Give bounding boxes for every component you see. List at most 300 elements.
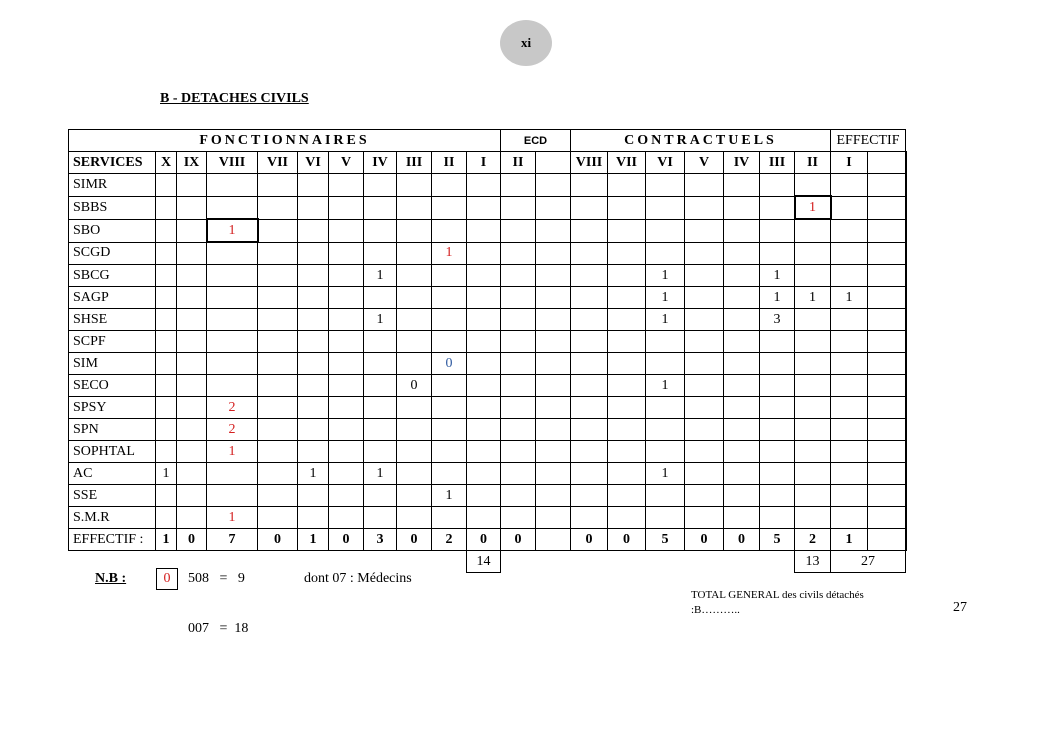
fonctionnaires-subtotal: 14 (467, 551, 501, 573)
table-cell (760, 242, 795, 265)
services-header: SERVICES (69, 152, 156, 174)
effectif-cell (868, 529, 906, 551)
table-cell (467, 265, 501, 287)
table-cell (467, 441, 501, 463)
table-cell (397, 507, 432, 529)
table-cell (364, 375, 397, 397)
table-cell (608, 419, 646, 441)
table-cell (571, 265, 608, 287)
table-cell (608, 397, 646, 419)
table-cell (298, 353, 329, 375)
table-cell (685, 397, 724, 419)
table-cell (831, 242, 868, 265)
table-cell (795, 419, 831, 441)
table-row (69, 397, 907, 419)
table-cell (329, 463, 364, 485)
total-general-label-line1: TOTAL GENERAL des civils détachés (691, 589, 864, 601)
table-cell (329, 397, 364, 419)
effectif-total-cell: 0 (571, 529, 608, 551)
table-cell (177, 287, 207, 309)
table-cell (467, 309, 501, 331)
table-cell (258, 507, 298, 529)
table-cell (608, 463, 646, 485)
table-cell (724, 331, 760, 353)
table-cell (685, 375, 724, 397)
table-cell (258, 242, 298, 265)
table-cell (258, 309, 298, 331)
table-cell (432, 419, 467, 441)
table-cell (432, 174, 467, 197)
effectif-total-cell: 3 (364, 529, 397, 551)
table-cell (724, 507, 760, 529)
table-cell (258, 353, 298, 375)
table-cell (795, 375, 831, 397)
table-cell (207, 174, 258, 197)
table-cell (156, 485, 177, 507)
table-cell (831, 463, 868, 485)
effectif-total-cell: 1 (156, 529, 177, 551)
table-cell (177, 375, 207, 397)
table-cell: 1 (760, 265, 795, 287)
effectif-cell (906, 441, 907, 463)
table-cell (831, 485, 868, 507)
table-cell (646, 485, 685, 507)
nb-line-007: 007 = 18 (188, 621, 249, 636)
ecd-spacer-cell (536, 419, 571, 441)
table-cell (646, 331, 685, 353)
table-cell (467, 287, 501, 309)
table-cell (760, 353, 795, 375)
table-cell (795, 485, 831, 507)
table-cell (501, 463, 536, 485)
table-cell (258, 196, 298, 219)
table-cell: 1 (646, 309, 685, 331)
grade-header: VI (298, 152, 329, 174)
table-cell (571, 309, 608, 331)
total-general-label-line2: :B……….. (691, 604, 740, 616)
effectif-total-cell: 0 (608, 529, 646, 551)
table-cell (432, 375, 467, 397)
table-cell (177, 397, 207, 419)
table-cell (432, 287, 467, 309)
table-cell (685, 331, 724, 353)
table-cell (795, 174, 831, 197)
table-cell: 1 (795, 196, 831, 219)
ecd-spacer-cell (536, 485, 571, 507)
ecd-spacer-cell (536, 353, 571, 375)
table-cell (432, 463, 467, 485)
subtotal-row (69, 551, 907, 573)
table-row (69, 242, 907, 265)
grade-header: IX (177, 152, 207, 174)
table-cell (329, 485, 364, 507)
table-cell (608, 309, 646, 331)
table-cell (571, 242, 608, 265)
effectif-total-cell: 0 (258, 529, 298, 551)
table-cell: 1 (432, 242, 467, 265)
grade-header: VIII (207, 152, 258, 174)
table-cell (207, 353, 258, 375)
ecd-spacer-cell (536, 463, 571, 485)
table-cell (501, 309, 536, 331)
table-row (69, 485, 907, 507)
table-cell (608, 507, 646, 529)
service-name: SAGP (69, 287, 156, 309)
grade-header: VII (258, 152, 298, 174)
table-cell (646, 397, 685, 419)
table-cell (724, 463, 760, 485)
effectif-total-cell: 5 (646, 529, 685, 551)
table-cell (156, 196, 177, 219)
table-cell (724, 265, 760, 287)
table-cell (364, 287, 397, 309)
ecd-spacer-cell (536, 287, 571, 309)
detaches-civils-table (68, 129, 907, 573)
effectif-cell (868, 287, 906, 309)
table-cell: 1 (646, 265, 685, 287)
table-cell (501, 441, 536, 463)
service-name: SPSY (69, 397, 156, 419)
table-cell (258, 397, 298, 419)
ecd-group-label: ECD (501, 130, 571, 152)
table-cell (467, 196, 501, 219)
table-cell (467, 174, 501, 197)
effectif-cell (868, 463, 906, 485)
ecd-spacer-cell (536, 265, 571, 287)
table-cell (298, 309, 329, 331)
table-cell (501, 353, 536, 375)
table-cell (364, 242, 397, 265)
table-cell (156, 507, 177, 529)
table-cell (571, 219, 608, 242)
table-cell (364, 485, 397, 507)
effectif-total-cell: 0 (177, 529, 207, 551)
effectif-cell (868, 309, 906, 331)
grade-header: VIII (571, 152, 608, 174)
table-cell (608, 331, 646, 353)
table-cell (397, 219, 432, 242)
table-cell (795, 507, 831, 529)
table-cell (177, 242, 207, 265)
service-name: SSE (69, 485, 156, 507)
table-cell: 1 (364, 463, 397, 485)
table-cell (364, 353, 397, 375)
ecd-spacer-cell (536, 174, 571, 197)
grade-header: I (831, 152, 868, 174)
table-cell (608, 485, 646, 507)
grade-header: X (156, 152, 177, 174)
table-cell (298, 485, 329, 507)
table-cell (760, 196, 795, 219)
table-cell (831, 265, 868, 287)
table-cell (258, 219, 298, 242)
table-cell (724, 397, 760, 419)
table-cell (646, 441, 685, 463)
table-row (69, 219, 907, 242)
table-cell (364, 219, 397, 242)
table-cell: 1 (156, 463, 177, 485)
table-cell (156, 219, 177, 242)
table-cell (329, 419, 364, 441)
table-cell (432, 397, 467, 419)
table-cell (831, 507, 868, 529)
table-cell: 1 (207, 219, 258, 242)
effectif-cell (906, 397, 907, 419)
effectif-cell (906, 287, 907, 309)
effectif-cell (906, 174, 907, 197)
ecd-spacer-header (536, 152, 571, 174)
table-cell: 2 (207, 397, 258, 419)
effectif-cell (906, 353, 907, 375)
effectif-cell (868, 419, 906, 441)
table-cell (397, 397, 432, 419)
table-cell (329, 196, 364, 219)
table-cell (329, 242, 364, 265)
effectif-cell (906, 331, 907, 353)
table-cell (608, 353, 646, 375)
table-row (69, 419, 907, 441)
table-cell (795, 441, 831, 463)
table-cell (608, 242, 646, 265)
table-cell (207, 485, 258, 507)
table-row (69, 353, 907, 375)
effectif-total-cell: 1 (831, 529, 868, 551)
table-cell (177, 507, 207, 529)
table-cell (608, 287, 646, 309)
effectif-cell (906, 196, 907, 219)
table-cell (724, 287, 760, 309)
table-cell (397, 441, 432, 463)
table-cell (329, 331, 364, 353)
table-row (69, 174, 907, 197)
table-row (69, 331, 907, 353)
table-cell (795, 331, 831, 353)
table-cell (571, 174, 608, 197)
grade-header: III (397, 152, 432, 174)
grade-header: V (685, 152, 724, 174)
table-cell (298, 441, 329, 463)
table-cell (724, 219, 760, 242)
table-cell (432, 265, 467, 287)
table-cell (608, 441, 646, 463)
table-cell (467, 485, 501, 507)
table-cell (646, 419, 685, 441)
table-cell (207, 287, 258, 309)
ecd-spacer-cell (536, 397, 571, 419)
table-cell (724, 174, 760, 197)
table-cell (432, 219, 467, 242)
table-row (69, 196, 907, 219)
table-cell (795, 219, 831, 242)
effectif-grand-total: 27 (831, 551, 906, 573)
table-cell (760, 174, 795, 197)
table-cell (571, 287, 608, 309)
effectif-cell (906, 242, 907, 265)
table-cell (685, 507, 724, 529)
grade-header: IV (364, 152, 397, 174)
table-cell (207, 463, 258, 485)
effectif-total-cell: 0 (467, 529, 501, 551)
table-cell (831, 196, 868, 219)
table-cell (760, 463, 795, 485)
service-name: SBBS (69, 196, 156, 219)
table-cell (258, 331, 298, 353)
effectif-cell (868, 331, 906, 353)
table-cell (364, 397, 397, 419)
table-cell (760, 507, 795, 529)
table-cell (831, 419, 868, 441)
group-header-row (69, 130, 907, 152)
table-cell (467, 219, 501, 242)
table-cell (298, 331, 329, 353)
effectif-cell (868, 485, 906, 507)
table-cell (467, 375, 501, 397)
ecd-spacer-cell (536, 242, 571, 265)
ecd-spacer-cell (536, 507, 571, 529)
table-cell (685, 242, 724, 265)
table-cell (501, 375, 536, 397)
table-cell (646, 507, 685, 529)
table-cell (329, 507, 364, 529)
table-cell (760, 397, 795, 419)
table-cell (207, 309, 258, 331)
table-cell (571, 331, 608, 353)
table-cell (467, 463, 501, 485)
table-cell (177, 331, 207, 353)
total-general-value: 27 (953, 600, 967, 615)
table-cell (177, 419, 207, 441)
table-cell (724, 375, 760, 397)
effectif-cell (868, 219, 906, 242)
table-cell (397, 353, 432, 375)
table-cell (501, 331, 536, 353)
table-cell (364, 441, 397, 463)
table-cell (685, 309, 724, 331)
effectif-total-cell: 0 (329, 529, 364, 551)
table-cell: 3 (760, 309, 795, 331)
table-cell (397, 485, 432, 507)
table-cell (298, 507, 329, 529)
table-cell (501, 507, 536, 529)
effectif-cell (868, 265, 906, 287)
section-title: B - DETACHES CIVILS (160, 91, 309, 106)
effectif-cell (868, 353, 906, 375)
table-cell (177, 309, 207, 331)
table-cell (571, 196, 608, 219)
effectif-header-cell (868, 152, 906, 174)
table-cell (397, 196, 432, 219)
table-cell (397, 419, 432, 441)
table-cell (298, 219, 329, 242)
fonctionnaires-group-label: FONCTIONNAIRES (69, 130, 501, 152)
table-cell (831, 331, 868, 353)
ecd-spacer-cell (536, 196, 571, 219)
table-cell (329, 287, 364, 309)
effectif-total-cell: 0 (501, 529, 536, 551)
table-cell (724, 485, 760, 507)
ecd-spacer-cell (536, 441, 571, 463)
service-name: SOPHTAL (69, 441, 156, 463)
table-cell (467, 419, 501, 441)
service-name: SBCG (69, 265, 156, 287)
table-cell (156, 174, 177, 197)
effectif-cell (868, 375, 906, 397)
table-cell (795, 397, 831, 419)
table-cell (258, 375, 298, 397)
table-cell (298, 174, 329, 197)
table-cell (364, 174, 397, 197)
table-cell (724, 441, 760, 463)
effectif-cell (868, 242, 906, 265)
table-cell (646, 174, 685, 197)
table-cell: 1 (364, 309, 397, 331)
nb-boxed-value: 0 (156, 568, 178, 590)
table-cell (571, 397, 608, 419)
table-cell (329, 441, 364, 463)
table-cell (608, 174, 646, 197)
table-cell (724, 196, 760, 219)
service-name: S.M.R (69, 507, 156, 529)
table-row (69, 287, 907, 309)
table-cell: 0 (397, 375, 432, 397)
table-cell (156, 331, 177, 353)
table-cell (760, 441, 795, 463)
table-cell (608, 265, 646, 287)
table-cell (298, 287, 329, 309)
grade-header: II (501, 152, 536, 174)
page-number-badge (500, 20, 552, 66)
effectif-cell (906, 529, 907, 551)
table-cell (685, 353, 724, 375)
table-cell (258, 463, 298, 485)
table-cell (571, 419, 608, 441)
table-cell (760, 331, 795, 353)
table-cell (685, 463, 724, 485)
effectif-cell (906, 309, 907, 331)
table-row (69, 441, 907, 463)
table-cell (432, 331, 467, 353)
table-cell (298, 196, 329, 219)
table-cell (831, 375, 868, 397)
table-cell (501, 419, 536, 441)
table-cell (177, 196, 207, 219)
table-cell (724, 419, 760, 441)
service-name: SIM (69, 353, 156, 375)
table-cell (177, 485, 207, 507)
table-cell (397, 331, 432, 353)
table-cell (831, 397, 868, 419)
grade-header: VI (646, 152, 685, 174)
nb-label: N.B : (95, 571, 127, 586)
table-cell (298, 242, 329, 265)
table-cell: 1 (298, 463, 329, 485)
grade-header: II (432, 152, 467, 174)
table-cell (298, 265, 329, 287)
table-cell (329, 174, 364, 197)
table-cell (685, 219, 724, 242)
table-cell (156, 441, 177, 463)
table-cell (397, 174, 432, 197)
effectif-cell (868, 196, 906, 219)
table-cell (258, 485, 298, 507)
table-row (69, 265, 907, 287)
table-cell (724, 353, 760, 375)
effectif-cell (868, 397, 906, 419)
table-cell (298, 419, 329, 441)
effectif-cell (906, 463, 907, 485)
table-cell (329, 219, 364, 242)
table-cell (685, 174, 724, 197)
